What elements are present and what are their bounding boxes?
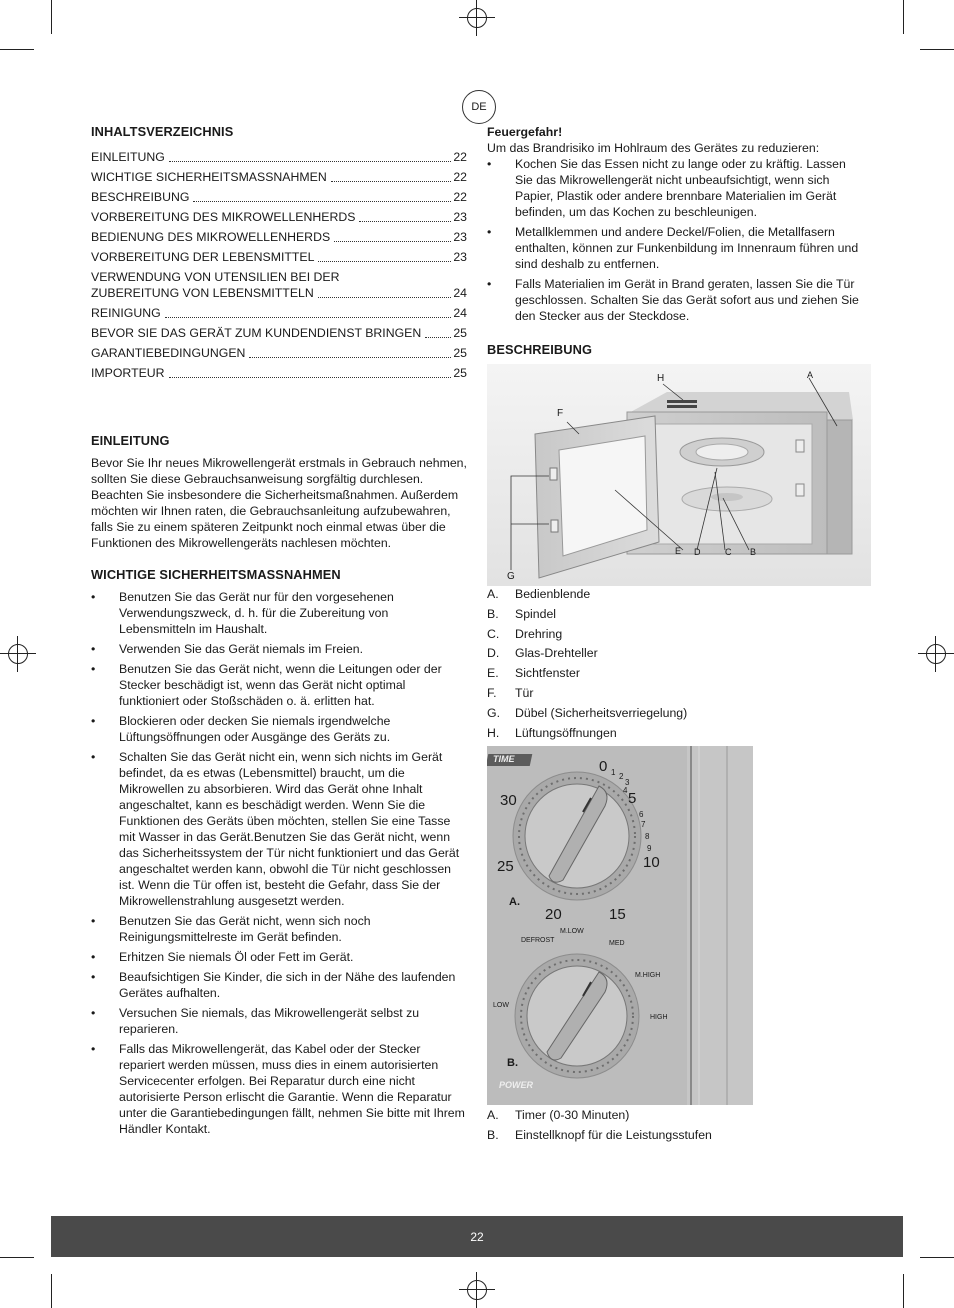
toc-item[interactable]: VORBEREITUNG DES MIKROWELLENHERDS 23: [91, 210, 467, 224]
list-item: • Falls Materialien im Gerät in Brand geraten, lassen Sie die Tür geschlossen. Schalten Sie das Gerät sofort aus und ziehen Sie den Stecker aus der Steckdose.: [487, 276, 867, 324]
control-panel-photo: [487, 746, 753, 1105]
list-item: C. Drehring: [487, 626, 563, 641]
knob-a-label: A.: [509, 896, 520, 908]
intro-text: Bevor Sie Ihr neues Mikrowellengerät erstmals in Gebrauch nehmen, sollten Sie diese Gebrauchsanweisung sorgfältig durchlesen. Beachten Sie insbesondere die Sicherheitsmaßnahmen. Außerdem möchten wir Ihnen raten, die Gebrauchsanleitung aufzubewahren, falls Sie zu einem späteren Zeitpunkt noch einmal etwas über die Funktionen des Mikrowellengeräts nachlesen möchten.: [91, 456, 467, 550]
list-item: • Verwenden Sie das Gerät niemals im Freien.: [91, 641, 467, 657]
time-label: TIME: [493, 754, 515, 764]
list-item: • Benutzen Sie das Gerät nur für den vorgesehenen Verwendungszweck, d. h. für die Zubereitung von Lebensmitteln im Haushalt.: [91, 589, 467, 637]
fire-list: [487, 156, 867, 324]
toc-heading: INHALTSVERZEICHNIS: [91, 124, 234, 139]
dial-number: 15: [609, 906, 626, 923]
dial-small-number: 7: [641, 820, 646, 829]
fire-intro: Um das Brandrisiko im Hohlraum des Gerätes zu reduzieren:: [487, 141, 820, 155]
toc-item[interactable]: IMPORTEUR 25: [91, 366, 467, 380]
figure-label-d: D: [694, 547, 701, 557]
control-knobs-illustration-icon: [487, 746, 753, 1105]
toc-item[interactable]: WICHTIGE SICHERHEITSMASSNAHMEN 22: [91, 170, 467, 184]
figure-label-g: G: [507, 571, 515, 582]
parts-list: [487, 586, 867, 744]
dial-number: 30: [500, 792, 517, 809]
dial-number: 10: [643, 854, 660, 871]
toc-item[interactable]: GARANTIEBEDINGUNGEN 25: [91, 346, 467, 360]
knob-b-label: B.: [507, 1057, 518, 1069]
list-item: D. Glas-Drehteller: [487, 646, 598, 661]
list-item: B. Spindel: [487, 606, 557, 621]
crop-mark: [0, 1257, 34, 1258]
dial-number: 0: [599, 758, 608, 775]
controls-list: [487, 1107, 867, 1147]
list-item: G. Dübel (Sicherheitsverriegelung): [487, 705, 688, 720]
toc-item[interactable]: REINIGUNG 24: [91, 306, 467, 320]
microwave-figure: [487, 364, 871, 586]
fire-heading: Feuergefahr!: [487, 125, 563, 139]
power-level-label: LOW: [493, 1002, 509, 1009]
figure-label-a: A: [807, 370, 814, 380]
registration-mark-icon: [459, 0, 495, 36]
list-item: A. Timer (0-30 Minuten): [487, 1108, 630, 1122]
power-level-label: M.LOW: [560, 928, 584, 935]
crop-mark: [903, 0, 904, 34]
registration-mark-icon: [459, 1272, 495, 1308]
crop-mark: [51, 1274, 52, 1308]
intro-heading: EINLEITUNG: [91, 433, 170, 448]
right-column: [487, 124, 867, 364]
power-level-label: DEFROST: [521, 937, 555, 944]
list-item: E. Sichtfenster: [487, 666, 580, 681]
dial-small-number: 9: [647, 844, 652, 853]
power-level-label: HIGH: [650, 1014, 668, 1021]
list-item: H. Lüftungsöffnungen: [487, 725, 617, 740]
figure-label-f: F: [557, 408, 564, 419]
list-item: • Blockieren oder decken Sie niemals irgendwelche Lüftungsöffnungen oder Ausgänge des Geräts zu.: [91, 713, 467, 745]
list-item: B. Einstellknopf für die Leistungsstufen: [487, 1127, 712, 1142]
list-item: • Metallklemmen und andere Deckel/Folien, die Metallfasern enthalten, können zur Funkenbildung im Innenraum führen und sind deshalb zu entfernen.: [487, 224, 867, 272]
dial-number: 20: [545, 906, 562, 923]
page-number: 22: [470, 1229, 484, 1244]
left-column: [91, 124, 467, 1141]
list-item: • Kochen Sie das Essen nicht zu lange oder zu kräftig. Lassen Sie das Mikrowellengerät nicht unbeaufsichtigt, wenn sich Papier, Plastik oder andere brennbare Materialien im Gerät befinden, um das Kochen zu beschleunigen.: [487, 156, 867, 220]
crop-mark: [51, 0, 52, 34]
figure-label-e: E: [675, 546, 682, 556]
figure-label-c: C: [725, 547, 732, 557]
list-item: • Benutzen Sie das Gerät nicht, wenn sich noch Reinigungsmittelreste im Gerät befinden.: [91, 913, 467, 945]
description-heading: BESCHREIBUNG: [487, 342, 593, 357]
figure-label-h: H: [657, 373, 665, 384]
list-item: • Versuchen Sie niemals, das Mikrowellengerät selbst zu reparieren.: [91, 1005, 467, 1037]
list-item: F. Tür: [487, 685, 534, 700]
dial-small-number: 3: [625, 778, 630, 787]
toc-item[interactable]: EINLEITUNG 22: [91, 150, 467, 164]
toc-item[interactable]: VERWENDUNG VON UTENSILIEN BEI DER ZUBEREITUNG VON LEBENSMITTELN 24: [91, 270, 467, 300]
language-badge: DE: [462, 90, 496, 124]
registration-mark-icon: [0, 636, 36, 672]
table-of-contents: [91, 149, 467, 381]
safety-heading: WICHTIGE SICHERHEITSMASSNAHMEN: [91, 567, 341, 582]
power-level-label: M.HIGH: [635, 972, 661, 979]
crop-mark: [0, 49, 34, 50]
figure-label-b: B: [750, 547, 757, 557]
dial-number: 5: [628, 790, 637, 807]
dial-small-number: 6: [639, 810, 644, 819]
list-item: • Schalten Sie das Gerät nicht ein, wenn sich nichts im Gerät befindet, da es etwas (Lebensmittel) braucht, um die Mikrowellen zu absorbieren. Wird das Gerät ohne Inhalt angeschaltet, kann es beschädigt werden. Wenn Sie die Funktionen des Geräts üben möchten, stellen Sie eine Tasse mit Wasser in das Gerät.Benutzen Sie das Gerät nicht, wenn das Sicherheitssystem der Tür nicht funktioniert und das Gerät angeschaltet werden kann, obwohl die Tür nicht geschlossen ist. Wenn die Tür offen ist, besteht die Gefahr, dass Sie der Mikrowellenstrahlung ausgesetzt werden.: [91, 749, 467, 909]
power-level-label: MED: [609, 940, 625, 947]
crop-mark: [903, 1274, 904, 1308]
registration-mark-icon: [918, 636, 954, 672]
crop-mark: [920, 49, 954, 50]
list-item: • Benutzen Sie das Gerät nicht, wenn die Leitungen oder der Stecker beschädigt ist, wenn das Gerät nicht optimal funktioniert oder Stoßschäden o. ä. erlitten hat.: [91, 661, 467, 709]
list-item: A. Bedienblende: [487, 587, 591, 601]
toc-item[interactable]: BEVOR SIE DAS GERÄT ZUM KUNDENDIENST BRINGEN 25: [91, 326, 467, 340]
toc-item[interactable]: BEDIENUNG DES MIKROWELLENHERDS 23: [91, 230, 467, 244]
crop-mark: [920, 1257, 954, 1258]
toc-item[interactable]: BESCHREIBUNG 22: [91, 190, 467, 204]
page-footer: [51, 1216, 903, 1257]
dial-small-number: 4: [623, 786, 628, 795]
toc-item[interactable]: VORBEREITUNG DER LEBENSMITTEL 23: [91, 250, 467, 264]
dial-small-number: 2: [619, 772, 624, 781]
power-label: POWER: [499, 1080, 534, 1090]
list-item: • Erhitzen Sie niemals Öl oder Fett im Gerät.: [91, 949, 467, 965]
list-item: • Beaufsichtigen Sie Kinder, die sich in der Nähe des laufenden Gerätes aufhalten.: [91, 969, 467, 1001]
dial-number: 25: [497, 858, 514, 875]
dial-small-number: 1: [611, 768, 616, 777]
dial-small-number: 8: [645, 832, 650, 841]
list-item: • Falls das Mikrowellengerät, das Kabel oder der Stecker repariert werden müssen, muss dies in einem autorisierten Servicecenter erfolgen. Bei Reparatur durch eine nicht autorisierte Person erlischt die Garantie. Wenn die Reparatur unter die Garantiebedingungen fällt, nehmen Sie bitte mit Ihrem Händler Kontakt.: [91, 1041, 467, 1137]
safety-list: [91, 589, 467, 1137]
